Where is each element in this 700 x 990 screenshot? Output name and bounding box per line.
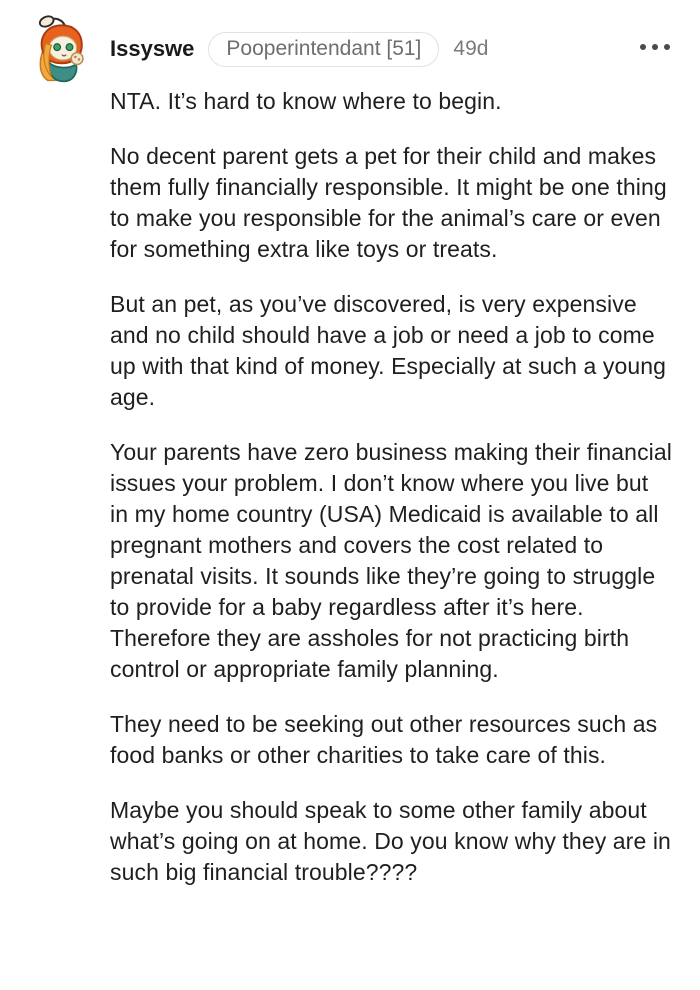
comment-paragraph: They need to be seeking out other resources such as food banks or other charities to take care of this. xyxy=(110,711,658,768)
comment-timestamp: 49d xyxy=(453,37,489,60)
more-dot xyxy=(664,44,670,50)
comment-header xyxy=(110,26,672,72)
comment-body xyxy=(110,86,672,888)
comment-paragraph: But an pet, as you’ve discovered, is very expensive and no child should have a job or need a job to come up with that kind of money. Especially at such a young age. xyxy=(110,291,667,410)
avatar-column xyxy=(22,12,110,912)
comment-author[interactable]: Issyswe xyxy=(110,36,195,61)
avatar-cookie-chip xyxy=(74,56,76,58)
comment-content xyxy=(110,12,672,912)
comment-paragraph: Maybe you should speak to some other family about what’s going on at home. Do you know why they are in such big financial trouble???? xyxy=(110,797,671,885)
more-dot xyxy=(652,44,658,50)
comment-paragraph: No decent parent gets a pet for their child and makes them fully financially responsible. It might be one thing to make you responsible for the animal’s care or even for something extra like toys or treats. xyxy=(110,143,667,262)
more-options-icon[interactable] xyxy=(638,38,672,56)
comment-paragraph: NTA. It’s hard to know where to begin. xyxy=(110,88,502,114)
user-avatar[interactable] xyxy=(22,12,98,88)
avatar-cookie xyxy=(71,53,83,65)
avatar-eye-right xyxy=(66,44,73,51)
comment-paragraph: Your parents have zero business making their financial issues your problem. I don’t know where you live but in my home country (USA) Medicaid is available to all pregnant mothers and covers the cost related to prenatal visits. It sounds like they’re going to struggle to provide for a baby regardless after it’s here. Therefore they are assholes for not practicing birth control or appropriate family planning. xyxy=(110,439,672,682)
user-flair-badge: Pooperintendant [51] xyxy=(208,32,439,67)
avatar-eye-left xyxy=(54,44,61,51)
more-dot xyxy=(640,44,646,50)
avatar-cookie-chip xyxy=(78,58,80,60)
